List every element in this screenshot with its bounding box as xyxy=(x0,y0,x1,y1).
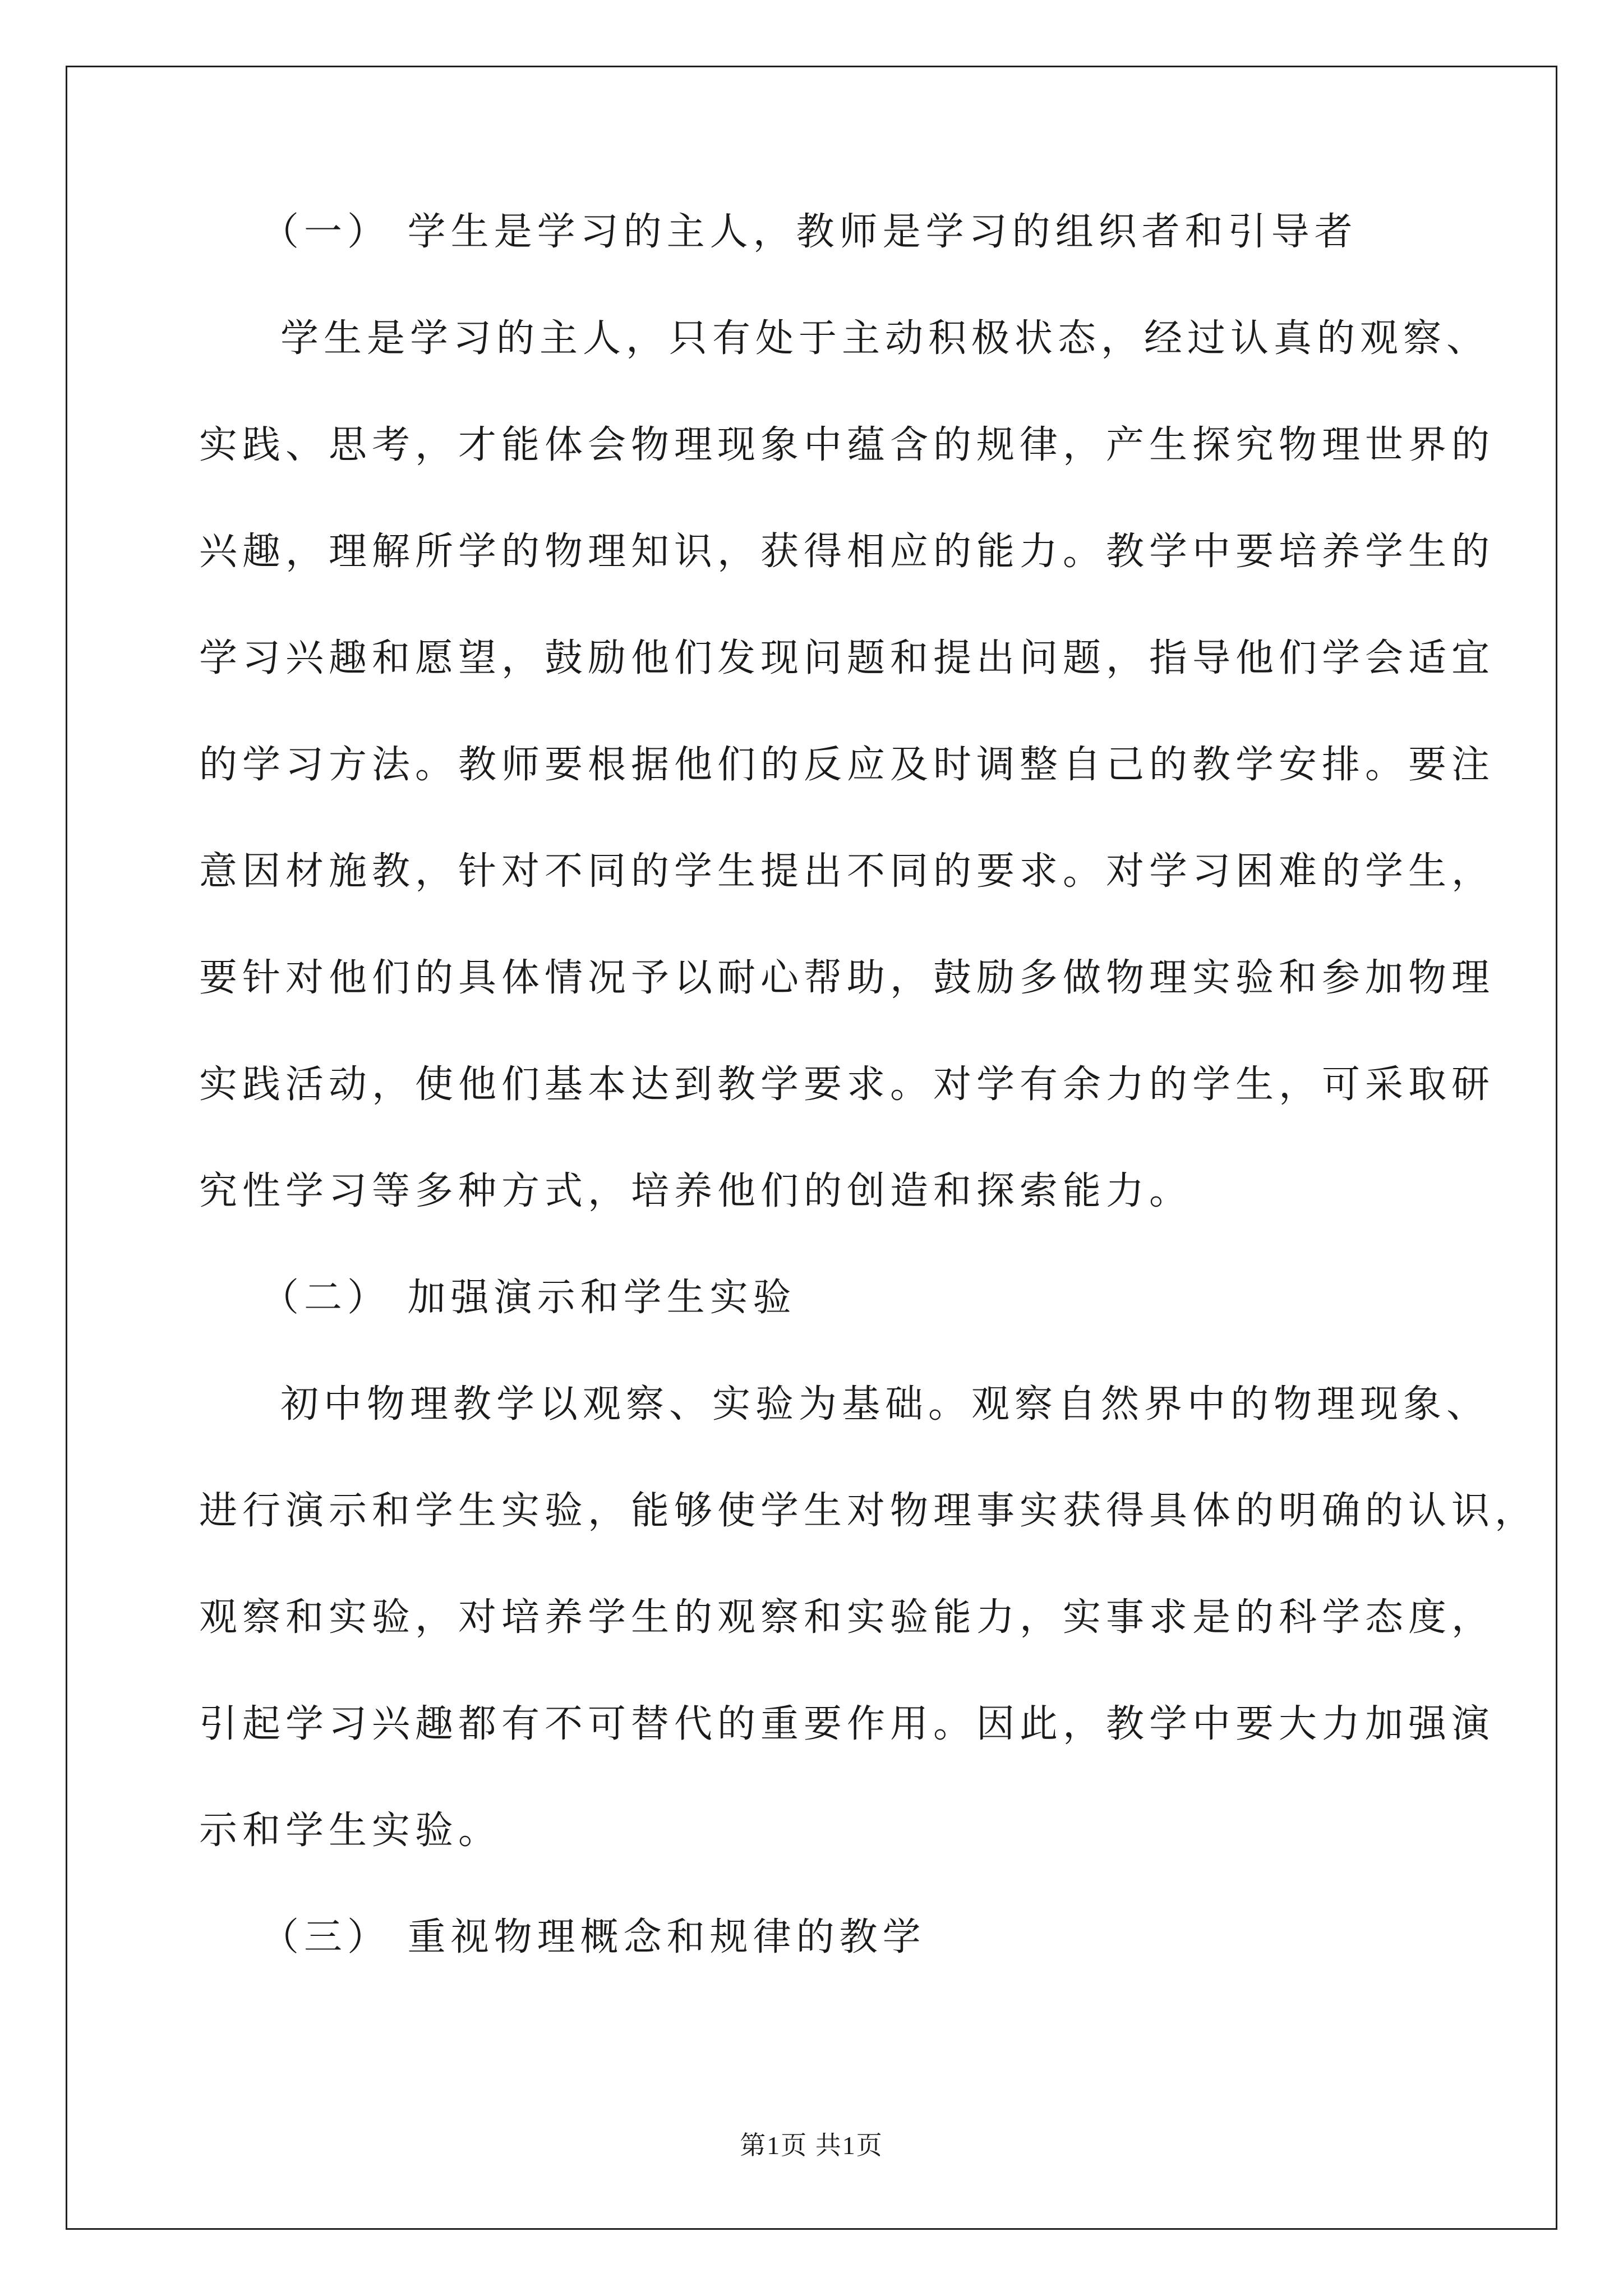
section-heading-2: （二） 加强演示和学生实验 xyxy=(261,1276,796,1320)
section-heading-3: （三） 重视物理概念和规律的教学 xyxy=(261,1915,926,1959)
paragraph-line: 观察和实验，对培养学生的观察和实验能力，实事求是的科学态度， xyxy=(199,1595,1495,1640)
paragraph-line: 的学习方法。教师要根据他们的反应及时调整自己的教学安排。要注 xyxy=(199,743,1495,787)
page-border xyxy=(66,66,1557,2230)
paragraph-line: 学生是学习的主人，只有处于主动积极状态，经过认真的观察、 xyxy=(280,316,1490,361)
page-number-footer: 第1页 共1页 xyxy=(740,2131,883,2160)
paragraph-line: 引起学习兴趣都有不可替代的重要作用。因此，教学中要大力加强演 xyxy=(199,1702,1495,1746)
section-heading-1: （一） 学生是学习的主人，教师是学习的组织者和引导者 xyxy=(261,210,1358,254)
paragraph-line: 进行演示和学生实验，能够使学生对物理事实获得具体的明确的认识， xyxy=(199,1489,1538,1533)
paragraph-line: 学习兴趣和愿望，鼓励他们发现问题和提出问题，指导他们学会适宜 xyxy=(199,636,1495,680)
paragraph-line: 实践、思考，才能体会物理现象中蕴含的规律，产生探究物理世界的 xyxy=(199,423,1495,467)
paragraph-line: 初中物理教学以观察、实验为基础。观察自然界中的物理现象、 xyxy=(280,1382,1490,1427)
paragraph-line: 示和学生实验。 xyxy=(199,1809,502,1853)
paragraph-line: 意因材施教，针对不同的学生提出不同的要求。对学习困难的学生， xyxy=(199,849,1495,894)
paragraph-line: 要针对他们的具体情况予以耐心帮助，鼓励多做物理实验和参加物理 xyxy=(199,956,1495,1000)
paragraph-line: 究性学习等多种方式，培养他们的创造和探索能力。 xyxy=(199,1169,1193,1213)
paragraph-line: 兴趣，理解所学的物理知识，获得相应的能力。教学中要培养学生的 xyxy=(199,530,1495,574)
paragraph-line: 实践活动，使他们基本达到教学要求。对学有余力的学生，可采取研 xyxy=(199,1062,1495,1107)
